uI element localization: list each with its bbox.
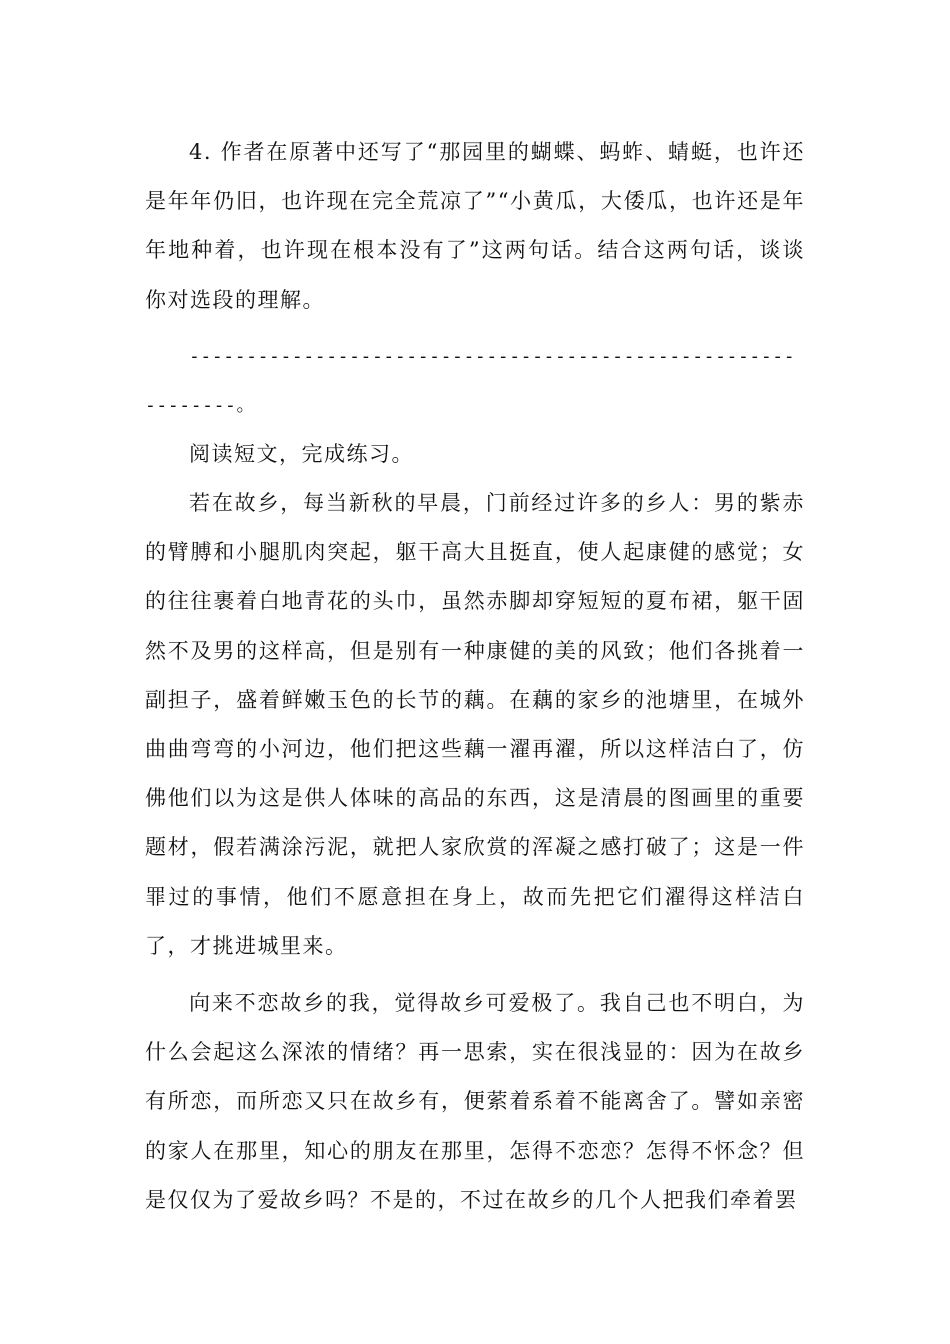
question-4: 4. 作者在原著中还写了“那园里的蝴蝶、蚂蚱、蜻蜓，也许还是年年仍旧，也许现在完全荒凉了”“小黄瓜，大倭瓜，也许还是年年地种着，也许现在根本没有了”这两句话。结合这两句话，谈谈你对选段的理解。 xyxy=(145,140,805,312)
passage-paragraph-2: 向来不恋故乡的我，觉得故乡可爱极了。我自己也不明白，为什么会起这么深浓的情绪？再一思索，实在很浅显的：因为在故乡有所恋，而所恋又只在故乡有，便萦着系着不能离舍了。譬如亲密的家人在那里，知心的朋友在那里，怎得不恋恋？怎得不怀念？但是仅仅为了爱故乡吗？不是的，不过在故乡的几个人把我们牵着罢 xyxy=(145,991,805,1212)
answer-line: -------------------------------------------------------------。 xyxy=(145,346,796,417)
reading-instruction: 阅读短文，完成练习。 xyxy=(189,442,414,466)
passage-paragraph-1: 若在故乡，每当新秋的早晨，门前经过许多的乡人：男的紫赤的臂膊和小腿肌肉突起，躯干高大且挺直，使人起康健的感觉；女的往往裹着白地青花的头巾，虽然赤脚却穿短短的夏布裙，躯干固然不及男的这样高，但是别有一种康健的美的风致；他们各挑着一副担子，盛着鲜嫩玉色的长节的藕。在藕的家乡的池塘里，在城外曲曲弯弯的小河边，他们把这些藕一濯再濯，所以这样洁白了，仿佛他们以为这是供人体味的高品的东西，这是清晨的图画里的重要题材，假若满涂污泥，就把人家欣赏的浑凝之感打破了；这是一件罪过的事情，他们不愿意担在身上，故而先把它们濯得这样洁白了，才挑进城里来。 xyxy=(145,491,805,958)
